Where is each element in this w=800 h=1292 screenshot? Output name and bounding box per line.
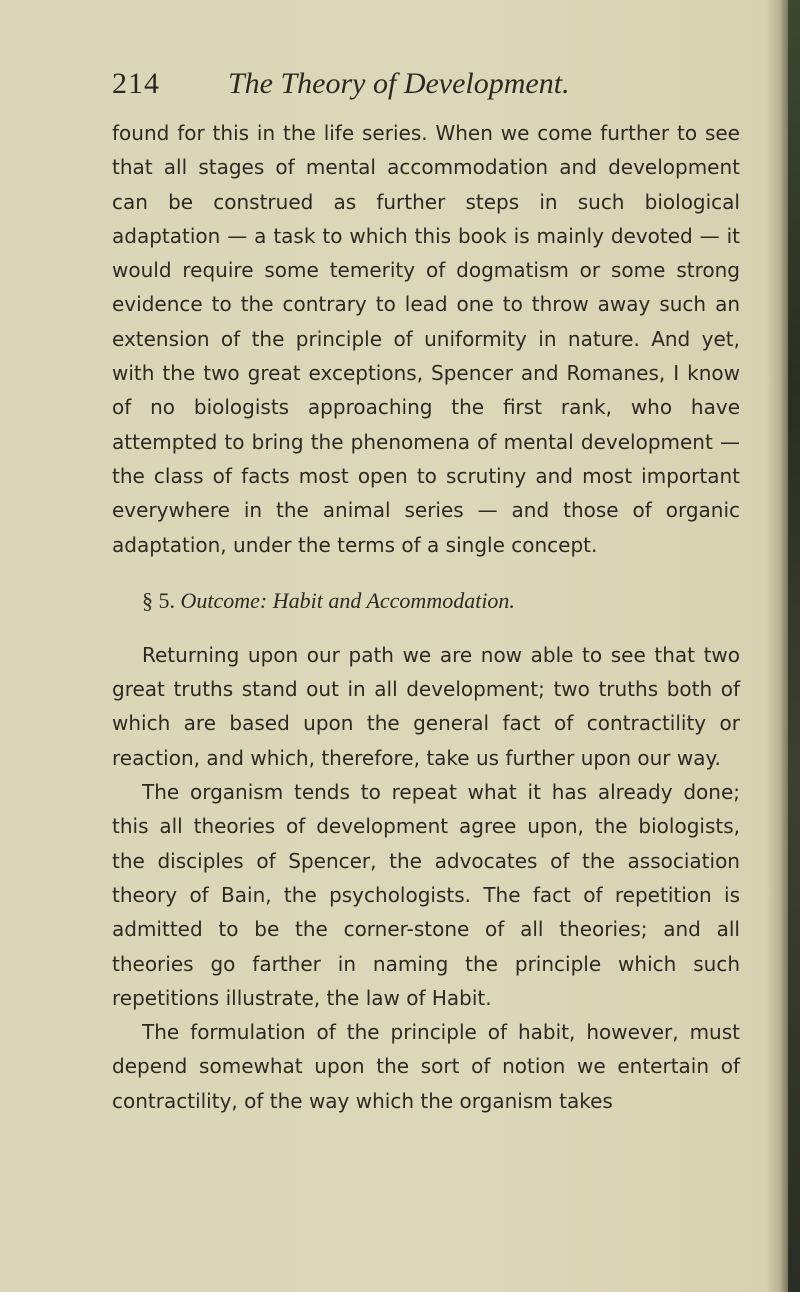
section-heading xyxy=(112,584,740,618)
paragraph: The organism tends to repeat what it has already done; this all theories of development agree upon, the biologists, the disciples of Spencer, the advocates of the association theory of Bain, the psychologists. The fact of repetition is admitted to be the corner-stone of all theories; and all theories go farther in naming the principle which such repetitions illustrate, the law of Habit. xyxy=(112,780,740,1010)
page-edge xyxy=(788,0,800,1292)
section-title: Outcome: Habit and Accommodation. xyxy=(180,587,515,613)
paragraph: Returning upon our path we are now able to see that two great truths stand out in all development; two truths both of which are based upon the general fact of contractility or reaction, and which, therefore, take us further upon our way. xyxy=(112,642,740,770)
section-number: § 5. xyxy=(142,587,175,613)
body-text xyxy=(112,116,740,1118)
paragraph: found for this in the life series. When we come further to see that all stages of mental accommodation and development can be construed as further steps in such biological adaptation — a task to which this book is mainly devoted — it would require some temerity of dogmatism or some strong evidence to the contrary to lead one to throw away such an extension of the principle of uniformity in nature. And yet, with the two great exceptions, Spencer and Romanes, I know of no biologists approaching the first rank, who have attempted to bring the phenomena of mental development — the class of facts most open to scrutiny and most important everywhere in the animal series — and those of organic adaptation, under the terms of a single concept. xyxy=(112,121,740,557)
page-header xyxy=(112,64,752,104)
page-number: 214 xyxy=(112,67,160,100)
paragraph: The formulation of the principle of habit, however, must depend somewhat upon the sort of notion we entertain of contractility, of the way which the organism takes xyxy=(112,1020,740,1113)
running-title: The Theory of Development. xyxy=(228,67,570,100)
